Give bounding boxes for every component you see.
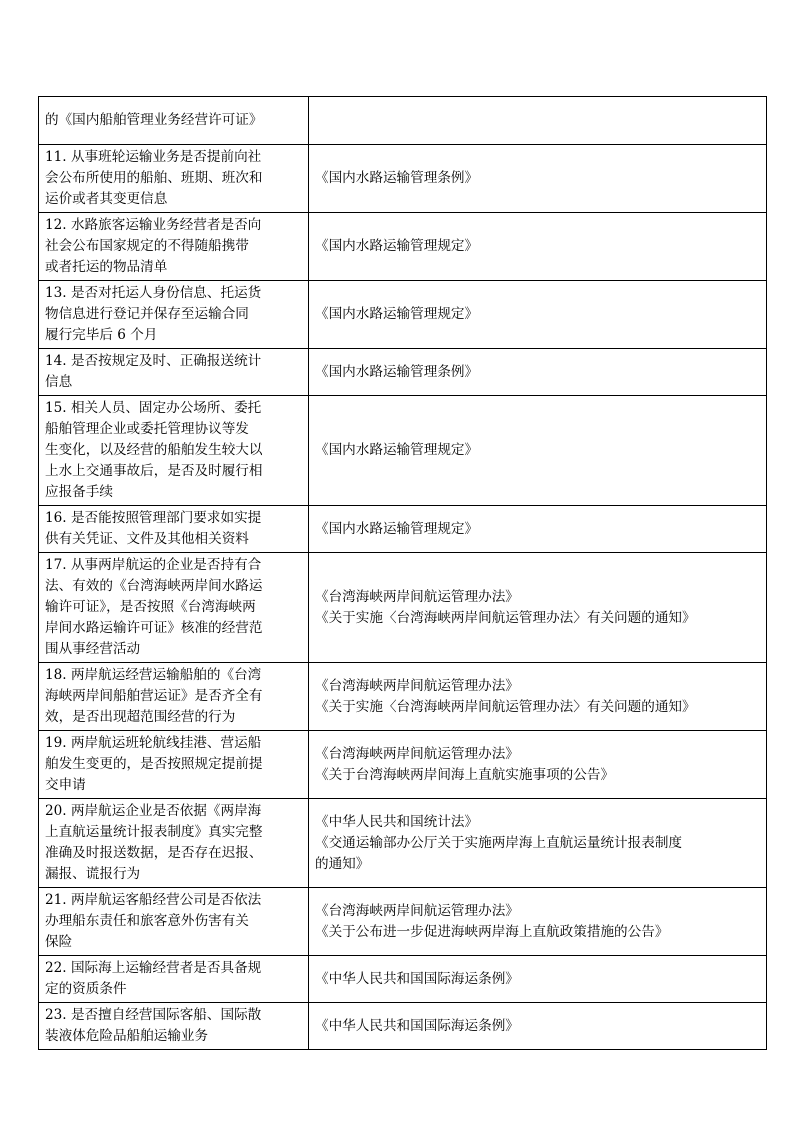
legal-basis-text: 《台湾海峡两岸间航运管理办法》	[315, 588, 519, 605]
legal-basis-cell	[309, 97, 767, 145]
inspection-item-cell	[39, 506, 309, 553]
legal-basis-text: 《中华人民共和国国际海运条例》	[315, 1017, 519, 1034]
inspection-item-text: 围从事经营活动	[45, 641, 141, 657]
inspection-item-text: 信息	[45, 374, 73, 390]
inspection-item-text: 20. 两岸航运企业是否依据《两岸海	[45, 803, 262, 819]
legal-basis-text: 《国内水路运输管理条例》	[315, 170, 479, 186]
inspection-item-cell	[39, 553, 309, 663]
inspection-item-text: 15. 相关人员、固定办公场所、委托	[45, 400, 262, 416]
legal-basis-text: 《关于实施〈台湾海峡两岸间航运管理办法〉有关问题的通知》	[315, 609, 696, 626]
inspection-item-text: 16. 是否能按照管理部门要求如实提	[45, 510, 262, 526]
table-row	[39, 281, 767, 349]
legal-basis-cell	[309, 213, 767, 281]
legal-basis-cell	[309, 349, 767, 396]
inspection-item-text: 上水上交通事故后，是否及时履行相	[45, 463, 263, 479]
inspection-item-cell	[39, 731, 309, 799]
inspection-item-text: 21. 两岸航运客船经营公司是否依法	[45, 892, 262, 908]
table-row	[39, 553, 767, 663]
table-row	[39, 956, 767, 1003]
legal-basis-cell	[309, 1003, 767, 1050]
table-row	[39, 731, 767, 799]
inspection-item-text: 19. 两岸航运班轮航线挂港、营运船	[45, 735, 262, 751]
inspection-item-cell	[39, 213, 309, 281]
table-row	[39, 145, 767, 213]
inspection-item-cell	[39, 956, 309, 1003]
legal-basis-text: 《国内水路运输管理规定》	[315, 238, 479, 254]
inspection-item-text: 11. 从事班轮运输业务是否提前向社	[45, 149, 262, 165]
inspection-item-text: 22. 国际海上运输经营者是否具备规	[45, 960, 262, 976]
legal-basis-text: 的通知》	[315, 855, 370, 872]
inspection-item-cell	[39, 1003, 309, 1050]
inspection-item-text: 舶发生变更的，是否按照规定提前提	[45, 756, 263, 772]
inspection-item-text: 18. 两岸航运经营运输船舶的《台湾	[45, 667, 262, 683]
legal-basis-cell	[309, 956, 767, 1003]
legal-basis-text: 《中华人民共和国统计法》	[315, 813, 479, 830]
legal-basis-text: 《国内水路运输管理规定》	[315, 442, 479, 458]
table-row	[39, 213, 767, 281]
inspection-item-text: 会公布所使用的船舶、班期、班次和	[45, 170, 263, 186]
inspection-item-text: 漏报、谎报行为	[45, 866, 141, 882]
inspection-item-text: 生变化，以及经营的船舶发生较大以	[45, 442, 263, 458]
regulation-table	[38, 96, 767, 1050]
inspection-item-cell	[39, 396, 309, 506]
inspection-item-text: 输许可证》，是否按照《台湾海峡两	[45, 599, 256, 615]
inspection-item-text: 社会公布国家规定的不得随船携带	[45, 238, 249, 254]
legal-basis-cell	[309, 663, 767, 731]
inspection-item-text: 12. 水路旅客运输业务经营者是否向	[45, 217, 262, 233]
inspection-item-text: 岸间水路运输许可证》核准的经营范	[45, 620, 263, 636]
inspection-item-cell	[39, 663, 309, 731]
table-row	[39, 349, 767, 396]
inspection-item-text: 供有关凭证、文件及其他相关资料	[45, 531, 249, 547]
inspection-item-text: 应报备手续	[45, 484, 113, 500]
inspection-item-text: 效，是否出现超范围经营的行为	[45, 709, 236, 725]
document-page	[38, 96, 754, 1050]
inspection-item-cell	[39, 97, 309, 145]
inspection-item-text: 装液体危险品船舶运输业务	[45, 1028, 209, 1044]
inspection-item-text: 定的资质条件	[45, 981, 127, 997]
inspection-item-cell	[39, 281, 309, 349]
table-row	[39, 97, 767, 145]
table-row	[39, 506, 767, 553]
legal-basis-text: 《国内水路运输管理条例》	[315, 363, 479, 380]
inspection-item-text: 保险	[45, 934, 73, 950]
legal-basis-cell	[309, 731, 767, 799]
inspection-item-text: 13. 是否对托运人身份信息、托运货	[45, 285, 262, 301]
legal-basis-text: 《交通运输部办公厅关于实施两岸海上直航运量统计报表制度	[315, 834, 683, 851]
table-body	[39, 97, 767, 1050]
inspection-item-text: 的《国内船舶管理业务经营许可证》	[45, 112, 263, 128]
legal-basis-text: 《台湾海峡两岸间航运管理办法》	[315, 902, 519, 919]
inspection-item-text: 交申请	[45, 777, 86, 793]
table-row	[39, 888, 767, 956]
inspection-item-text: 运价或者其变更信息	[45, 191, 168, 207]
inspection-item-text: 履行完毕后 6 个月	[45, 327, 158, 343]
legal-basis-cell	[309, 799, 767, 888]
table-row	[39, 799, 767, 888]
legal-basis-text: 《关于台湾海峡两岸间海上直航实施事项的公告》	[315, 766, 615, 783]
inspection-item-text: 或者托运的物品清单	[45, 259, 168, 275]
legal-basis-text: 《台湾海峡两岸间航运管理办法》	[315, 677, 519, 694]
legal-basis-cell	[309, 396, 767, 506]
inspection-item-text: 办理船东责任和旅客意外伤害有关	[45, 913, 249, 929]
legal-basis-cell	[309, 145, 767, 213]
inspection-item-cell	[39, 145, 309, 213]
table-row	[39, 663, 767, 731]
inspection-item-cell	[39, 349, 309, 396]
inspection-item-text: 23. 是否擅自经营国际客船、国际散	[45, 1007, 262, 1023]
inspection-item-cell	[39, 799, 309, 888]
legal-basis-cell	[309, 506, 767, 553]
legal-basis-text: 《关于公布进一步促进海峡两岸海上直航政策措施的公告》	[315, 923, 669, 940]
legal-basis-cell	[309, 553, 767, 663]
inspection-item-text: 法、有效的《台湾海峡两岸间水路运	[45, 578, 263, 594]
inspection-item-text: 上直航运量统计报表制度》真实完整	[45, 824, 263, 840]
table-row	[39, 1003, 767, 1050]
legal-basis-text: 《台湾海峡两岸间航运管理办法》	[315, 745, 519, 762]
inspection-item-text: 海峡两岸间船舶营运证》是否齐全有	[45, 688, 263, 704]
table-row	[39, 396, 767, 506]
inspection-item-text: 物信息进行登记并保存至运输合同	[45, 306, 249, 322]
legal-basis-cell	[309, 888, 767, 956]
legal-basis-text: 《国内水路运输管理规定》	[315, 520, 479, 537]
legal-basis-cell	[309, 281, 767, 349]
inspection-item-text: 17. 从事两岸航运的企业是否持有合	[45, 557, 262, 573]
inspection-item-text: 船舶管理企业或委托管理协议等发	[45, 421, 249, 437]
legal-basis-text: 《国内水路运输管理规定》	[315, 306, 479, 322]
inspection-item-text: 14. 是否按规定及时、正确报送统计	[45, 353, 262, 369]
inspection-item-text: 准确及时报送数据，是否存在迟报、	[45, 845, 263, 861]
legal-basis-text: 《中华人民共和国国际海运条例》	[315, 970, 519, 987]
inspection-item-cell	[39, 888, 309, 956]
legal-basis-text: 《关于实施〈台湾海峡两岸间航运管理办法〉有关问题的通知》	[315, 698, 696, 715]
